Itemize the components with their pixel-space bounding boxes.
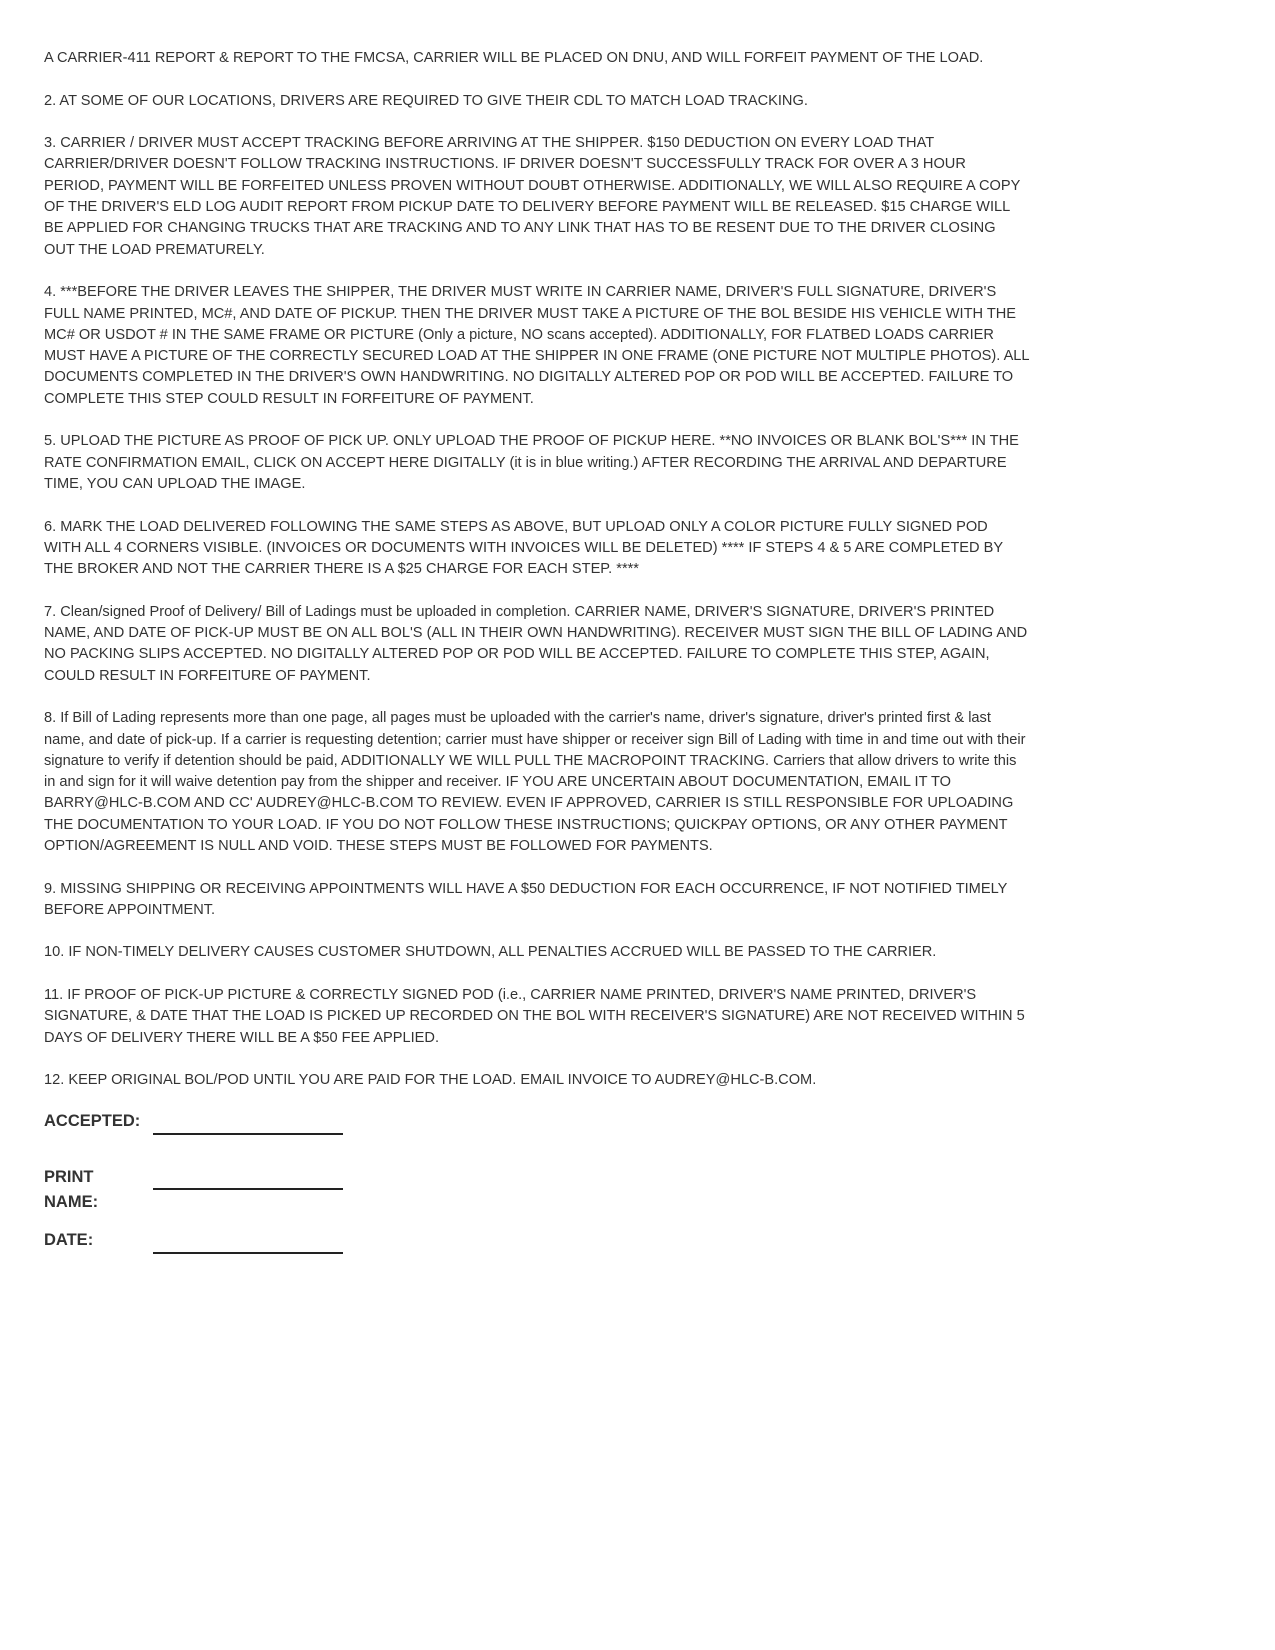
term-paragraph-9: 9. MISSING SHIPPING OR RECEIVING APPOINTMENTS WILL HAVE A $50 DEDUCTION FOR EACH OCCURRENCE, IF NOT NOTIFIED TIMELY BEFORE APPOINTMENT. <box>44 880 1008 918</box>
print-name-line[interactable] <box>153 1188 343 1190</box>
term-paragraph-1: A CARRIER-411 REPORT & REPORT TO THE FMCSA, CARRIER WILL BE PLACED ON DNU, AND WILL FORFEIT PAYMENT OF THE LOAD. <box>44 50 984 66</box>
date-label: DATE: <box>44 1231 94 1249</box>
term-paragraph-4: 4. ***BEFORE THE DRIVER LEAVES THE SHIPPER, THE DRIVER MUST WRITE IN CARRIER NAME, DRIVER'S FULL SIGNATURE, DRIVER'S FULL NAME PRINTED, MC#, AND DATE OF PICKUP. THEN THE DRIVER MUST TAKE A PICTURE OF THE BOL BESIDE HIS VEHICLE WITH THE MC# OR USDOT # IN THE SAME FRAME OR PICTURE (Only a picture, NO scans accepted). ADDITIONALLY, FOR FLATBED LOADS CARRIER MUST HAVE A PICTURE OF THE CORRECTLY SECURED LOAD AT THE SHIPPER IN ONE FRAME (ONE PICTURE NOT MULTIPLE PHOTOS). ALL DOCUMENTS COMPLETED IN THE DRIVER'S OWN HANDWRITING. NO DIGITALLY ALTERED POP OR POD WILL BE ACCEPTED. FAILURE TO COMPLETE THIS STEP COULD RESULT IN FORFEITURE OF PAYMENT. <box>44 284 1029 407</box>
term-paragraph-5: 5. UPLOAD THE PICTURE AS PROOF OF PICK UP. ONLY UPLOAD THE PROOF OF PICKUP HERE. **NO INVOICES OR BLANK BOL'S*** IN THE RATE CONFIRMATION EMAIL, CLICK ON ACCEPT HERE DIGITALLY (it is in blue writing.) AFTER RECORDING THE ARRIVAL AND DEPARTURE TIME, YOU CAN UPLOAD THE IMAGE. <box>44 433 1019 492</box>
term-paragraph-10: 10. IF NON-TIMELY DELIVERY CAUSES CUSTOMER SHUTDOWN, ALL PENALTIES ACCRUED WILL BE PASSED TO THE CARRIER. <box>44 944 937 961</box>
term-paragraph-7: 7. Clean/signed Proof of Delivery/ Bill of Ladings must be uploaded in completion. CARRIER NAME, DRIVER'S SIGNATURE, DRIVER'S PRINTED NAME, AND DATE OF PICK-UP MUST BE ON ALL BOL'S (ALL IN THEIR OWN HANDWRITING). RECEIVER MUST SIGN THE BILL OF LADING AND NO PACKING SLIPS ACCEPTED. NO DIGITALLY ALTERED POP OR POD WILL BE ACCEPTED. FAILURE TO COMPLETE THIS STEP, AGAIN, COULD RESULT IN FORFEITURE OF PAYMENT. <box>44 603 1028 684</box>
accepted-label: ACCEPTED: <box>44 1112 141 1130</box>
term-paragraph-6: 6. MARK THE LOAD DELIVERED FOLLOWING THE SAME STEPS AS ABOVE, BUT UPLOAD ONLY A COLOR PICTURE FULLY SIGNED POD WITH ALL 4 CORNERS VISIBLE. (INVOICES OR DOCUMENTS WITH INVOICES WILL BE DELETED) **** IF STEPS 4 & 5 ARE COMPLETED BY THE BROKER AND NOT THE CARRIER THERE IS A $25 CHARGE FOR EACH STEP. **** <box>44 518 1003 578</box>
term-paragraph-11: 11. IF PROOF OF PICK-UP PICTURE & CORRECTLY SIGNED POD (i.e., CARRIER NAME PRINTED, DRIVER'S NAME PRINTED, DRIVER'S SIGNATURE, & DATE THAT THE LOAD IS PICKED UP RECORDED ON THE BOL WITH RECEIVER'S SIGNATURE) ARE NOT RECEIVED WITHIN 5 DAYS OF DELIVERY THERE WILL BE A $50 FEE APPLIED. <box>44 987 1025 1046</box>
term-paragraph-8: 8. If Bill of Lading represents more than one page, all pages must be uploaded with the carrier's name, driver's signature, driver's printed first & last name, and date of pick-up. If a carrier is requesting detention; carrier must have shipper or receiver sign Bill of Lading with time in and time out with their signature to verify if detention should be paid, ADDITIONALLY WE WILL PULL THE MACROPOINT TRACKING. Carriers that allow drivers to write this in and sign for it will waive detention pay from the shipper and receiver. IF YOU ARE UNCERTAIN ABOUT DOCUMENTATION, EMAIL IT TO BARRY@HLC-B.COM AND CC' AUDREY@HLC-B.COM TO REVIEW. EVEN IF APPROVED, CARRIER IS STILL RESPONSIBLE FOR UPLOADING THE DOCUMENTATION TO YOUR LOAD. IF YOU DO NOT FOLLOW THESE INSTRUCTIONS; QUICKPAY OPTIONS, OR ANY OTHER PAYMENT OPTION/AGREEMENT IS NULL AND VOID. THESE STEPS MUST BE FOLLOWED FOR PAYMENTS. <box>44 710 1026 854</box>
term-paragraph-2: 2. AT SOME OF OUR LOCATIONS, DRIVERS ARE REQUIRED TO GIVE THEIR CDL TO MATCH LOAD TRACKING. <box>44 92 808 109</box>
term-paragraph-12: 12. KEEP ORIGINAL BOL/POD UNTIL YOU ARE PAID FOR THE LOAD. EMAIL INVOICE TO AUDREY@HLC-B.COM. <box>44 1072 817 1089</box>
signature-block <box>44 1109 444 1409</box>
accepted-signature-line[interactable] <box>153 1133 343 1135</box>
date-line[interactable] <box>153 1252 343 1254</box>
terms-list <box>44 48 1029 1113</box>
print-name-label-line2: NAME: <box>44 1193 99 1211</box>
print-name-label-line1: PRINT <box>44 1168 94 1186</box>
term-paragraph-3: 3. CARRIER / DRIVER MUST ACCEPT TRACKING BEFORE ARRIVING AT THE SHIPPER. $150 DEDUCTION ON EVERY LOAD THAT CARRIER/DRIVER DOESN'T FOLLOW TRACKING INSTRUCTIONS. IF DRIVER DOESN'T SUCCESSFULLY TRACK FOR OVER A 3 HOUR PERIOD, PAYMENT WILL BE FORFEITED UNLESS PROVEN WITHOUT DOUBT OTHERWISE. ADDITIONALLY, WE WILL ALSO REQUIRE A COPY OF THE DRIVER'S ELD LOG AUDIT REPORT FROM PICKUP DATE TO DELIVERY BEFORE PAYMENT WILL BE RELEASED. $15 CHARGE WILL BE APPLIED FOR CHANGING TRUCKS THAT ARE TRACKING AND TO ANY LINK THAT HAS TO BE RESENT DUE TO THE DRIVER CLOSING OUT THE LOAD PREMATURELY. <box>44 135 1021 258</box>
